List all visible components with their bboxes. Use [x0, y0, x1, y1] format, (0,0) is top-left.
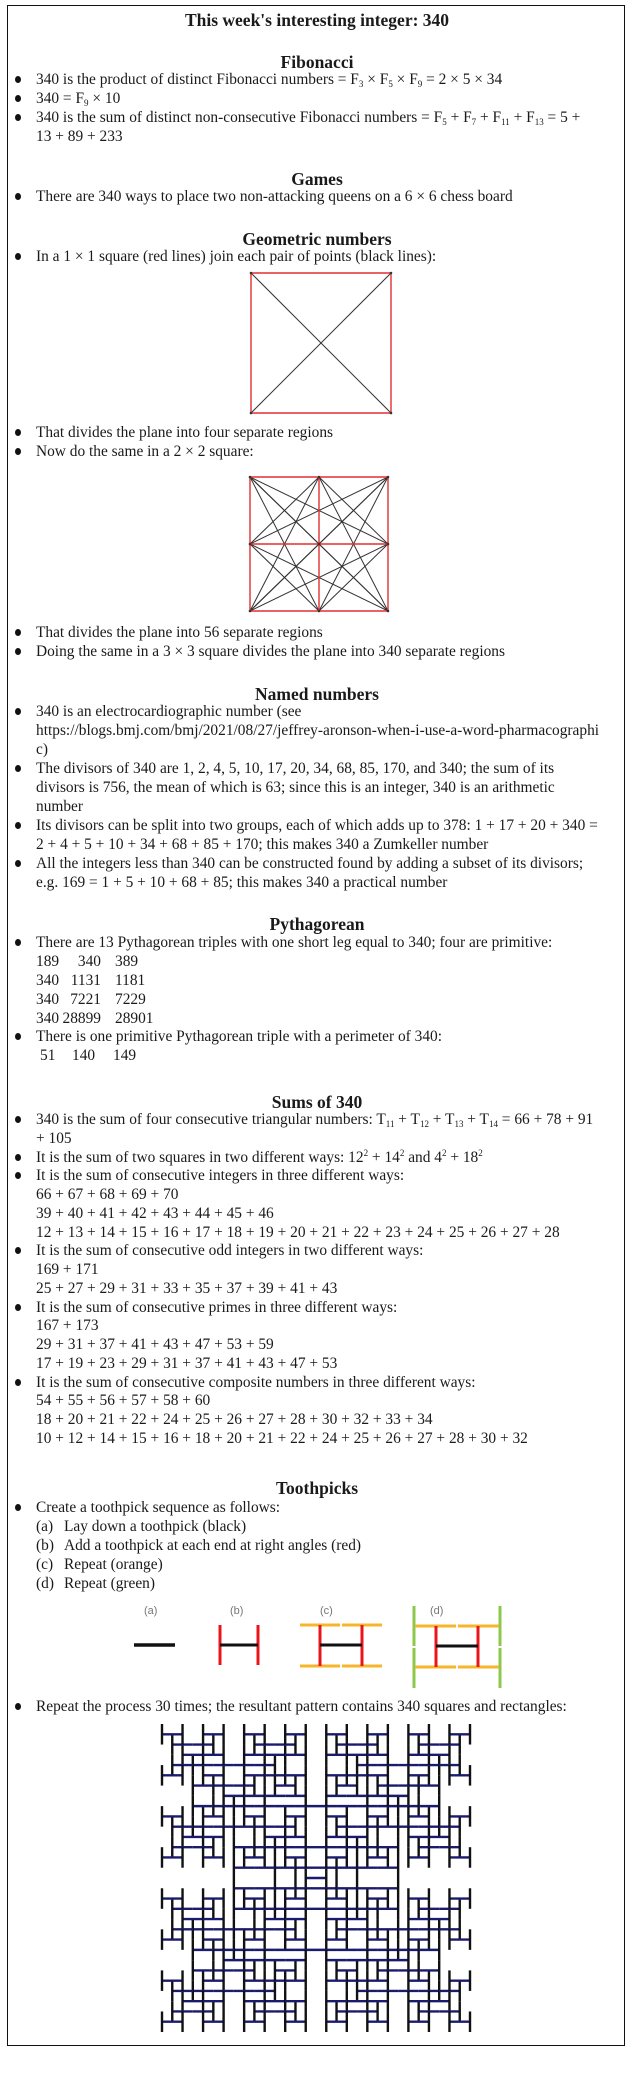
text-run: It is the sum of consecutive composite numbers in three different ways: [36, 1373, 476, 1391]
triple-cell: 1131 [70, 972, 101, 989]
named-item-4 [36, 854, 583, 873]
figure-label: (d) [430, 1605, 444, 1617]
step-text: Lay down a toothpick (black) [64, 1518, 247, 1535]
text-run: 39 + 40 + 41 + 42 + 43 + 44 + 45 + 46 [36, 1204, 274, 1222]
bullet [15, 76, 21, 83]
bullet [15, 648, 21, 655]
bullet [15, 1504, 21, 1511]
grid-point [249, 610, 252, 613]
text-run: Now do the same in a 2 × 2 square: [36, 443, 254, 460]
bullet [15, 1033, 21, 1040]
fibonacci-item-1 [36, 70, 502, 89]
text-run: It is the sum of two squares in two different ways: 12 [36, 1148, 364, 1166]
text-run: × F [392, 71, 418, 88]
triple-cell: 28899 [62, 1010, 101, 1027]
step-label: (c) [36, 1556, 54, 1573]
grid-point [318, 543, 321, 546]
grid-point [318, 476, 321, 479]
grid-point [390, 272, 393, 275]
toothpick-item-2 [36, 1697, 567, 1716]
step-text: Add a toothpick at each end at right angles (red) [64, 1537, 362, 1554]
figure-label: (a) [144, 1605, 158, 1617]
text-run: c) [36, 741, 48, 758]
text-run: 340 is the sum of four consecutive triangular numbers: T [36, 1111, 386, 1128]
bullet [15, 939, 21, 946]
text-run: 29 + 31 + 37 + 41 + 43 + 47 + 53 + 59 [36, 1336, 274, 1353]
text-run: There is one primitive Pythagorean triple with a perimeter of 340: [36, 1028, 443, 1045]
subscript: 9 [84, 98, 89, 108]
grid-point [250, 272, 253, 275]
subscript: 5 [388, 79, 393, 89]
sums-item-cont [36, 1391, 210, 1410]
games-item-1 [36, 187, 513, 206]
heading-sums: Sums of 340 [271, 1092, 363, 1112]
text-run: That divides the plane into 56 separate regions [36, 624, 323, 641]
grid-point [250, 412, 253, 415]
text-run: That divides the plane into four separate regions [36, 424, 334, 441]
sums-item [36, 1298, 397, 1317]
text-run: 169 + 171 [36, 1261, 99, 1278]
superscript: 2 [363, 1147, 369, 1158]
pythagorean-item-1 [36, 933, 552, 952]
bullet [15, 1304, 21, 1311]
text-run: There are 340 ways to place two non-attacking queens on a 6 × 6 chess board [36, 188, 513, 205]
geometric-item-5 [36, 642, 505, 661]
perimeter-cell: 140 [72, 1047, 96, 1064]
subscript: 7 [471, 117, 477, 127]
text-run: 54 + 55 + 56 + 57 + 58 + 60 [36, 1392, 211, 1410]
named-item-1 [36, 702, 301, 721]
bullet [15, 860, 21, 867]
text-run: × 10 [88, 90, 121, 107]
grid-point [390, 412, 393, 415]
bullet [15, 114, 21, 121]
text-run: 12 + 13 + 14 + 15 + 16 + 17 + 18 + 19 + 20 + 21 + 22 + 23 + 24 + 25 + 26 + 27 + 28 [36, 1223, 560, 1241]
text-run: https://blogs.bmj.com/bmj/2021/08/27/jeffrey-aronson-when-i-use-a-word-pharmacographi [36, 722, 600, 739]
triple-cell: 7229 [115, 991, 146, 1008]
triple-cell: 389 [115, 953, 139, 970]
named-item-3-cont [36, 835, 488, 854]
text-run: + F [476, 109, 502, 126]
geometric-item-2 [36, 423, 333, 442]
text-run: 17 + 19 + 23 + 29 + 31 + 37 + 41 + 43 + 47 + 53 [36, 1354, 338, 1372]
grid-point [387, 610, 390, 613]
pythagorean-item-2 [36, 1027, 442, 1046]
grid-point [387, 476, 390, 479]
triple-cell: 7221 [70, 991, 101, 1008]
subscript: 3 [358, 79, 364, 89]
sums-item-cont [36, 1316, 99, 1335]
text-run: = 5 + [543, 109, 581, 126]
text-run: 340 is the sum of distinct non-consecutive Fibonacci numbers = F [36, 109, 443, 126]
text-run: 66 + 67 + 68 + 69 + 70 [36, 1186, 179, 1203]
grid-point [249, 476, 252, 479]
page-title: This week's interesting integer: 340 [184, 10, 450, 30]
sums-item-cont [36, 1279, 337, 1298]
grid-point [249, 543, 252, 546]
subscript: 11 [501, 117, 510, 127]
heading-toothpicks: Toothpicks [275, 1478, 359, 1498]
named-item-4-cont [36, 873, 447, 892]
text-run: It is the sum of consecutive primes in three different ways: [36, 1298, 398, 1316]
subscript: 13 [454, 1119, 464, 1129]
geometric-item-1 [36, 247, 436, 266]
bullet [15, 95, 21, 102]
step-label: (d) [36, 1575, 54, 1592]
sums-item-cont [36, 1429, 528, 1448]
text-run: Repeat the process 30 times; the resultant pattern contains 340 squares and rectangles: [36, 1698, 567, 1715]
bullet [15, 253, 21, 260]
perimeter-cell: 149 [113, 1047, 137, 1064]
text-run: + T [428, 1111, 455, 1128]
triple-cell: 1181 [115, 972, 146, 989]
sums-item [36, 1110, 593, 1129]
text-run: 2 + 4 + 5 + 10 + 34 + 68 + 85 + 170; this makes 340 a Zumkeller number [36, 836, 489, 853]
bullet [15, 429, 21, 436]
triple-cell: 340 [77, 953, 101, 970]
bullet [15, 765, 21, 772]
bullet [15, 629, 21, 636]
sums-item-cont [36, 1129, 72, 1148]
fibonacci-item-3-cont [36, 127, 123, 146]
text-run: and 4 [404, 1148, 442, 1166]
figure-label: (b) [230, 1605, 244, 1617]
text-run: There are 13 Pythagorean triples with one short leg equal to 340; four are primitive: [36, 934, 553, 951]
text-run: Its divisors can be split into two groups, each of which adds up to 378: 1 + 17 + 20 + 340 = [36, 817, 598, 834]
triple-cell: 28901 [115, 1010, 154, 1027]
text-run: + F [446, 109, 472, 126]
text-run: 13 + 89 + 233 [36, 128, 123, 145]
text-run: × F [363, 71, 389, 88]
named-item-2 [36, 759, 554, 778]
heading-pythagorean: Pythagorean [269, 914, 365, 934]
bullet [15, 1379, 21, 1386]
step-text: Repeat (green) [64, 1575, 156, 1592]
subscript: 14 [488, 1119, 498, 1129]
bullet [15, 1116, 21, 1123]
toothpick-pattern [160, 1722, 476, 2038]
subscript: 11 [385, 1119, 395, 1129]
text-run: All the integers less than 340 can be constructed found by adding a subset of its divisors; [36, 855, 584, 872]
text-run: divisors is 756, the mean of which is 63; since this is an integer, 340 is an arithmetic [36, 779, 555, 796]
grid-point [318, 610, 321, 613]
named-item-2-cont [36, 778, 555, 797]
heading-games: Games [291, 169, 343, 189]
text-run: number [36, 798, 84, 815]
text-run: 25 + 27 + 29 + 31 + 33 + 35 + 37 + 39 + 41 + 43 [36, 1279, 338, 1297]
sums-item [36, 1241, 423, 1260]
square-2x2-diagram [247, 474, 393, 616]
triple-cell: 340 [36, 991, 60, 1008]
text-run: + T [394, 1111, 420, 1128]
text-run: 340 is the product of distinct Fibonacci numbers = F [36, 71, 359, 88]
text-run: 10 + 12 + 14 + 15 + 16 + 18 + 20 + 21 + 22 + 24 + 25 + 26 + 27 + 28 + 30 + 32 [36, 1429, 528, 1447]
step-text: Repeat (orange) [64, 1556, 163, 1573]
bullet [15, 822, 21, 829]
bullet [15, 1154, 21, 1161]
subscript: 9 [417, 79, 423, 89]
heading-geometric: Geometric numbers [242, 229, 392, 249]
triple-cell: 340 [36, 1010, 60, 1027]
toothpick-steps-figure [130, 1598, 508, 1690]
named-item-1-cont [36, 721, 599, 740]
superscript: 2 [441, 1147, 447, 1158]
geometric-item-3 [36, 442, 254, 461]
sums-item [36, 1373, 476, 1392]
text-run: It is the sum of consecutive odd integers in two different ways: [36, 1242, 424, 1260]
text-run: + 14 [368, 1148, 400, 1166]
step-label: (b) [36, 1537, 54, 1554]
triple-cell: 189 [36, 953, 60, 970]
text-run: In a 1 × 1 square (red lines) join each pair of points (black lines): [36, 248, 437, 265]
bullet [15, 1703, 21, 1710]
subscript: 5 [442, 117, 447, 127]
sums-item-cont [36, 1335, 274, 1354]
text-run: It is the sum of consecutive integers in three different ways: [36, 1167, 405, 1185]
bullet [15, 448, 21, 455]
text-run: 340 is an electrocardiographic number (see [36, 703, 302, 720]
fibonacci-item-3 [36, 108, 580, 127]
text-run: Create a toothpick sequence as follows: [36, 1499, 281, 1516]
bullet [15, 708, 21, 715]
subscript: 12 [419, 1119, 429, 1129]
text-run: + T [463, 1111, 489, 1128]
toothpick-item-1 [36, 1498, 280, 1517]
text-run: Doing the same in a 3 × 3 square divides the plane into 340 separate regions [36, 643, 505, 660]
sums-item-cont [36, 1223, 560, 1242]
text-run: + 18 [446, 1148, 479, 1166]
triple-cell: 340 [36, 972, 60, 989]
sums-item-cont [36, 1354, 337, 1373]
heading-named-numbers: Named numbers [255, 684, 379, 704]
named-item-2-cont [36, 797, 83, 816]
text-run: = 66 + 78 + 91 [497, 1111, 594, 1128]
square-1x1-diagram [248, 270, 396, 418]
named-item-1-cont [36, 740, 48, 759]
text-run: 18 + 20 + 21 + 22 + 24 + 25 + 26 + 27 + 28 + 30 + 32 + 33 + 34 [36, 1411, 433, 1428]
fibonacci-item-2 [36, 89, 120, 108]
sums-item-cont [36, 1204, 274, 1223]
text-run: e.g. 169 = 1 + 5 + 10 + 68 + 85; this makes 340 a practical number [36, 874, 448, 891]
text-run: = 2 × 5 × 34 [422, 71, 503, 88]
sums-item [36, 1166, 404, 1185]
sums-item [36, 1148, 483, 1167]
sums-item-cont [36, 1185, 178, 1204]
heading-fibonacci: Fibonacci [280, 52, 354, 72]
named-item-3 [36, 816, 598, 835]
text-run: The divisors of 340 are 1, 2, 4, 5, 10, 17, 20, 34, 68, 85, 170, and 340; the sum of its [36, 760, 555, 777]
figure-label: (c) [320, 1605, 333, 1617]
perimeter-cell: 51 [40, 1047, 56, 1064]
geometric-item-4 [36, 623, 323, 642]
superscript: 2 [399, 1147, 405, 1158]
bullet [15, 193, 21, 200]
text-run: + 105 [36, 1129, 72, 1147]
text-run: 167 + 173 [36, 1317, 99, 1335]
sums-item-cont [36, 1260, 99, 1279]
sums-item-cont [36, 1410, 433, 1429]
superscript: 2 [478, 1147, 483, 1158]
text-run: 340 = F [36, 90, 85, 107]
step-label: (a) [36, 1518, 54, 1535]
text-run: + F [509, 109, 535, 126]
grid-point [387, 543, 390, 546]
subscript: 13 [534, 117, 544, 127]
